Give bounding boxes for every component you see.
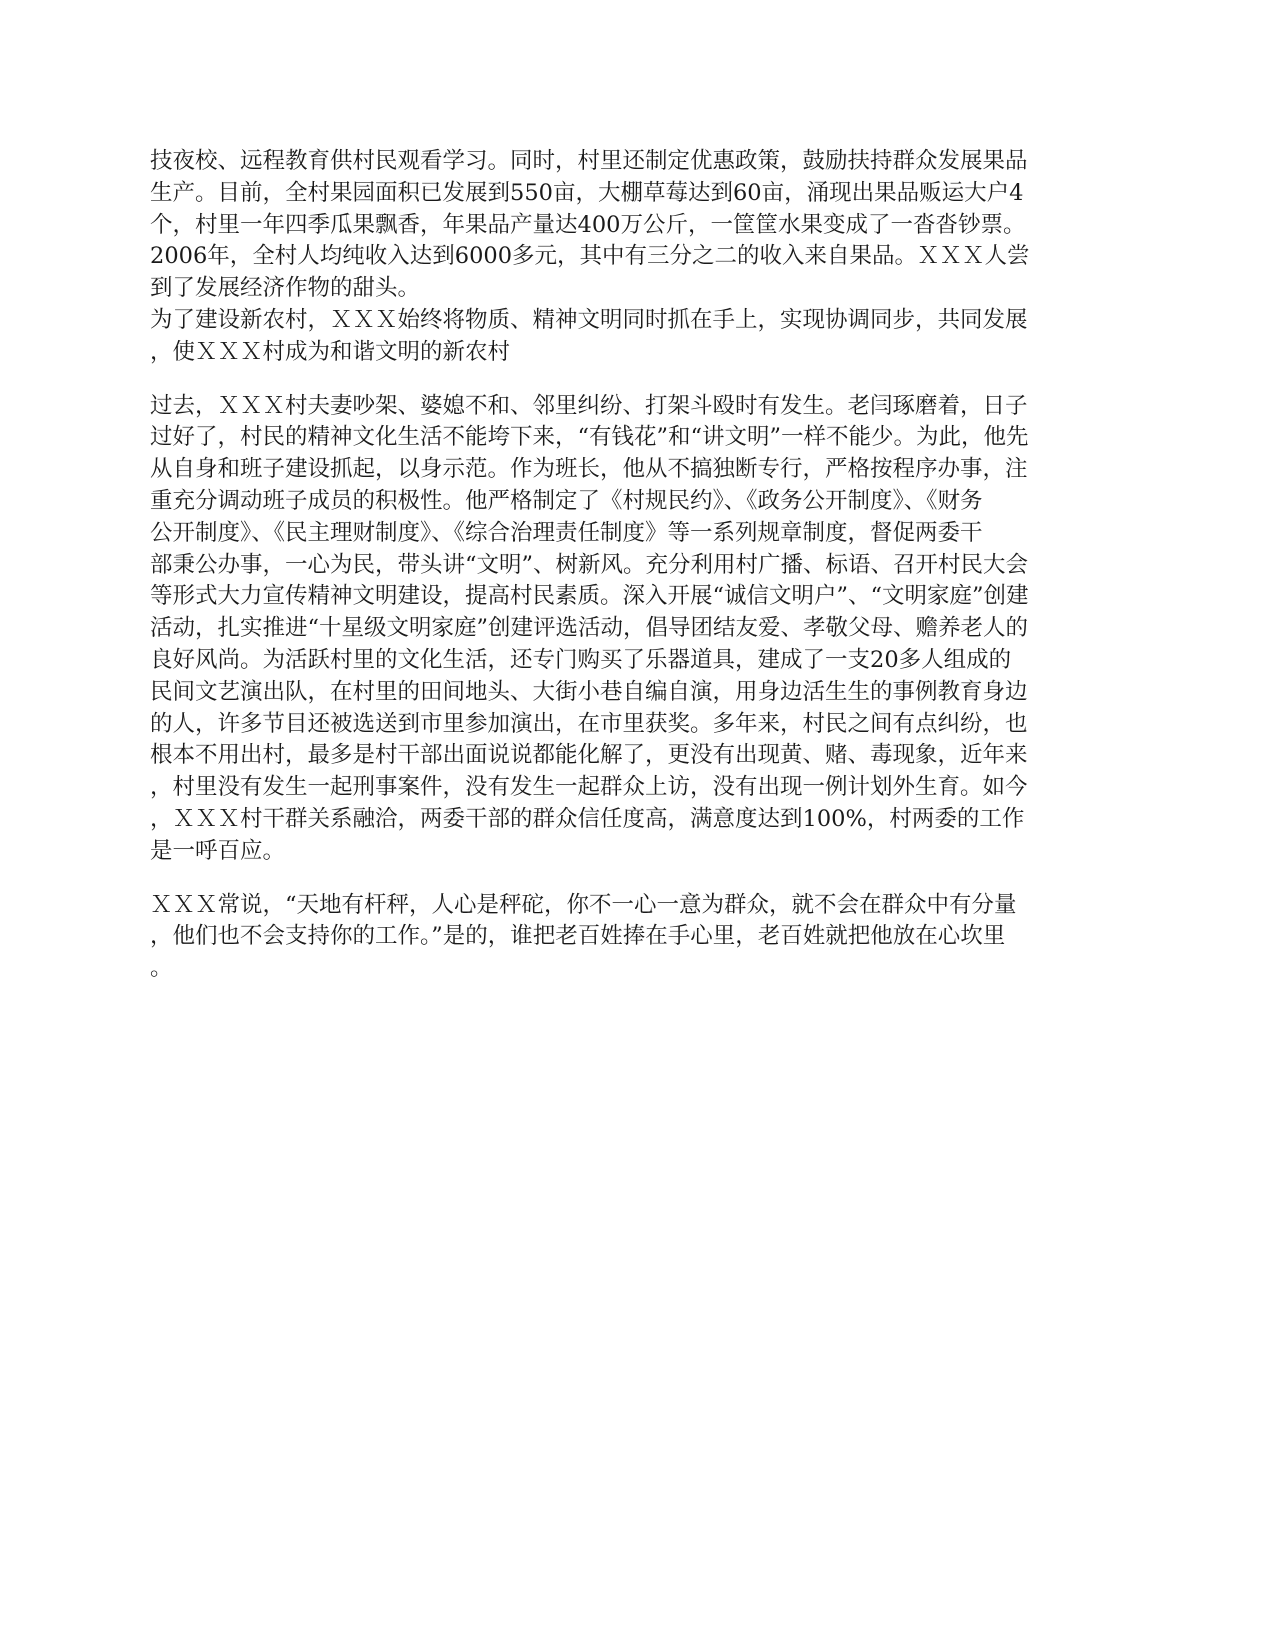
text-line: 2006年，全村人均纯收入达到6000多元，其中有三分之二的收入来自果品。ＸＸＸ人尝 [150, 243, 1030, 270]
document-body [150, 146, 1115, 985]
text-line: 个，村里一年四季瓜果飘香，年果品产量达400万公斤，一筐筐水果变成了一沓沓钞票。 [150, 211, 1026, 238]
text-line: ，他们也不会支持你的工作。”是的，谁把老百姓捧在手心里，老百姓就把他放在心坎里 [150, 923, 1006, 950]
text-line: 根本不用出村，最多是村干部出面说说都能化解了，更没有出现黄、赌、毒现象，近年来 [150, 742, 1028, 769]
text-line: 重充分调动班子成员的积极性。他严格制定了《村规民约》、《政务公开制度》、《财务 [150, 487, 983, 514]
text-line: 过去，ＸＸＸ村夫妻吵架、婆媳不和、邻里纠纷、打架斗殴时有发生。老闫琢磨着，日子 [150, 392, 1028, 419]
text-line: 从自身和班子建设抓起，以身示范。作为班长，他从不搞独断专行，严格按程序办事，注 [150, 456, 1028, 483]
text-line: ，使ＸＸＸ村成为和谐文明的新农村 [150, 338, 511, 365]
text-line: ，村里没有发生一起刑事案件，没有发生一起群众上访，没有出现一例计划外生育。如今 [150, 774, 1028, 801]
text-line: 过好了，村民的精神文化生活不能垮下来，“有钱花”和“讲文明”一样不能少。为此，他先 [150, 424, 1029, 451]
paragraph-spiritual-civilization [150, 391, 1115, 868]
text-line: ＸＸＸ常说，“天地有杆秤，人心是秤砣，你不一心一意为群众，就不会在群众中有分量 [150, 891, 1017, 918]
text-line: 的人，许多节目还被选送到市里参加演出，在市里获奖。多年来，村民之间有点纠纷，也 [150, 710, 1028, 737]
text-line: 公开制度》、《民主理财制度》、《综合治理责任制度》等一系列规章制度，督促两委干 [150, 519, 983, 546]
text-line: 活动，扎实推进“十星级文明家庭”创建评选活动，倡导团结友爱、孝敬父母、赡养老人的 [150, 615, 1029, 642]
text-line: 技夜校、远程教育供村民观看学习。同时，村里还制定优惠政策，鼓励扶持群众发展果品 [150, 148, 1028, 174]
text-line: 良好风尚。为活跃村里的文化生活，还专门购买了乐器道具，建成了一支20多人组成的 [150, 646, 1012, 673]
text-line: 到了发展经济作物的甜头。 [150, 275, 421, 302]
text-line: 等形式大力宣传精神文明建设，提高村民素质。深入开展“诚信文明户”、“文明家庭”创建 [150, 583, 1029, 610]
text-line: 部秉公办事，一心为民，带头讲“文明”、树新风。充分利用村广播、标语、召开村民大会 [150, 551, 1029, 578]
paragraph-heading-civilization [150, 305, 1115, 369]
text-line: 生产。目前，全村果园面积已发展到550亩，大棚草莓达到60亩，涌现出果品贩运大户4 [150, 179, 1024, 206]
text-line: 是一呼百应。 [150, 837, 286, 864]
paragraph-closing-quote [150, 890, 1115, 985]
text-line: ，ＸＸＸ村干群关系融洽，两委干部的群众信任度高，满意度达到100%，村两委的工作 [150, 805, 1025, 832]
text-line: 民间文艺演出队，在村里的田间地头、大街小巷自编自演，用身边活生生的事例教育身边 [150, 678, 1028, 705]
paragraph-gap [150, 369, 1115, 391]
paragraph-gap [150, 868, 1115, 890]
paragraph-fruit-industry [150, 146, 1115, 305]
text-line: 。 [150, 955, 173, 982]
text-line: 为了建设新农村，ＸＸＸ始终将物质、精神文明同时抓在手上，实现协调同步，共同发展 [150, 306, 1028, 333]
